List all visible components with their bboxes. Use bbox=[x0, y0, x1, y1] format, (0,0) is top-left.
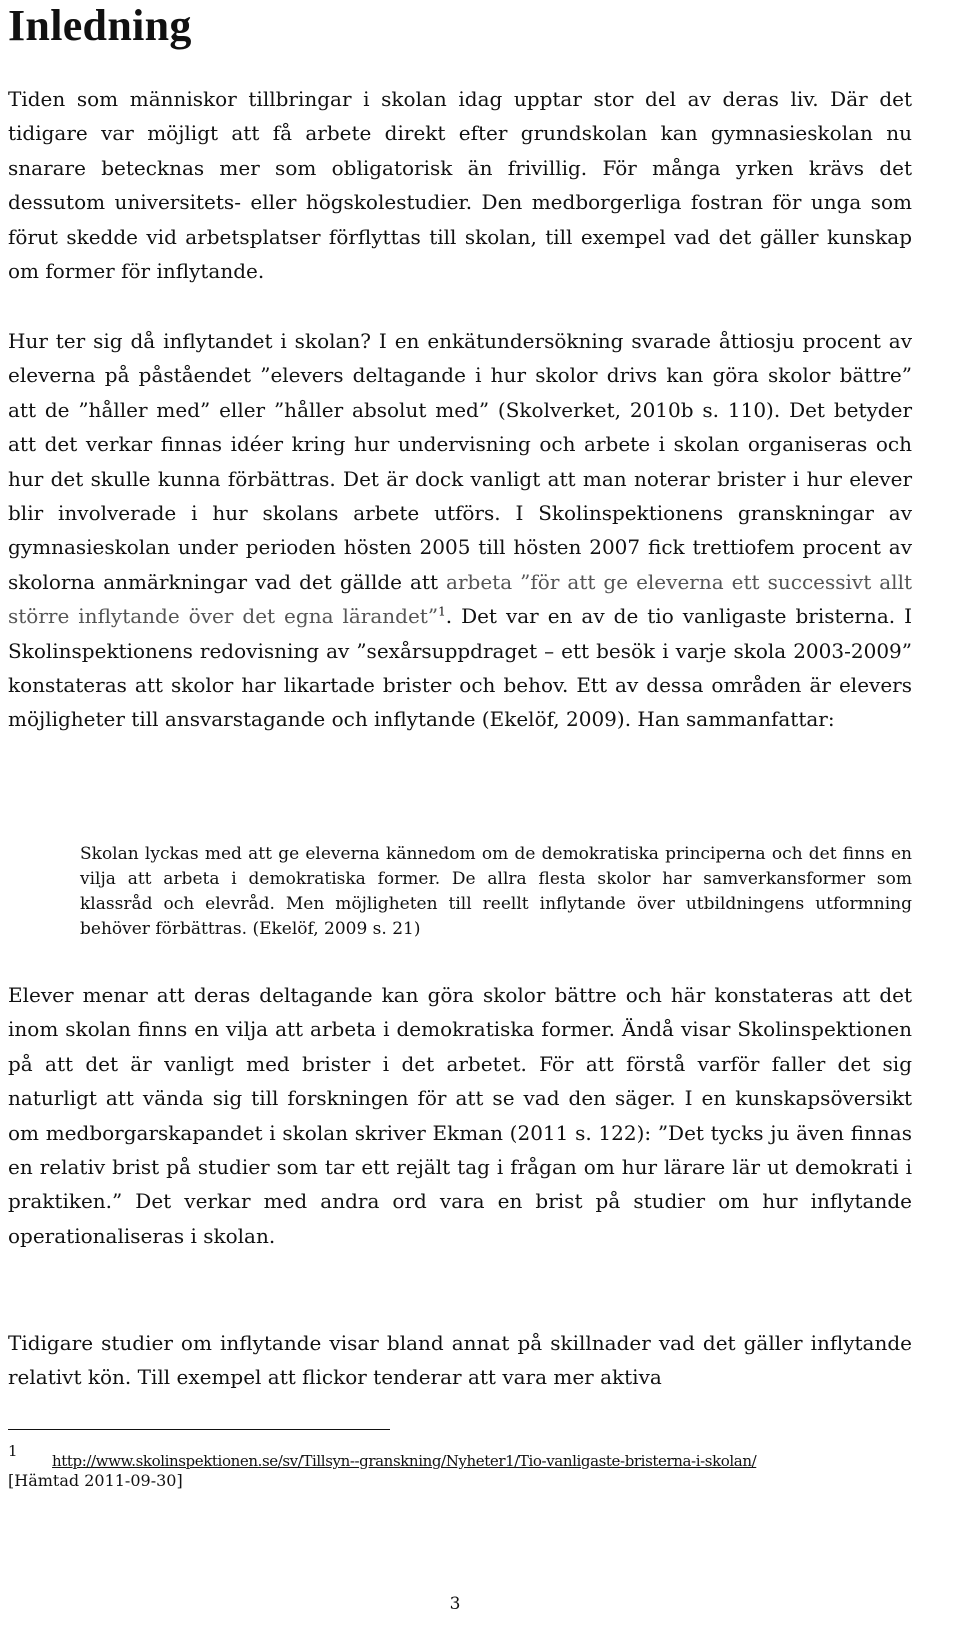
footnote bbox=[8, 1440, 912, 1492]
paragraph-intro: Tiden som människor tillbringar i skolan idag upptar stor del av deras liv. Där det tidigare var möjligt att få arbete direkt efter grundskolan kan gymnasieskolan nu snarare betecknas mer som obligatorisk än frivillig. För många yrken krävs det dessutom universitets- eller högskolestudier. Den medborgerliga fostran för unga som förut skedde vid arbetsplatser förflyttas till skolan, till exempel vad det gäller kunskap om former för inflytande. bbox=[8, 87, 912, 284]
footnote-link[interactable]: http://www.skolinspektionen.se/sv/Tillsyn--granskning/Nyheter1/Tio-vanligaste-bristerna-i-skolan/ bbox=[52, 1452, 757, 1470]
paragraph-research: Elever menar att deras deltagande kan göra skolor bättre och här konstateras att det inom skolan finns en vilja att arbeta i demokratiska former. Ändå visar Skolinspektionen på att det är vanligt med brister i det arbetet. För att förstå varför faller det sig naturligt att vända sig till forskningen för att se vad den säger. I en kunskapsöversikt om medborgarskapandet i skolan skriver Ekman (2011 s. 122): ”Det tycks ju även finnas en relativ brist på studier som tar ett rejält tag i frågan om hur lärare lär ut demokrati i praktiken.” Det verkar med andra ord vara en brist på studier om hur inflytande operationaliseras i skolan. bbox=[8, 983, 912, 1248]
paragraph-earlier-studies: Tidigare studier om inflytande visar bland annat på skillnader vad det gäller inflytande relativt kön. Till exempel att flickor tenderar att vara mer aktiva bbox=[8, 1331, 912, 1390]
paragraph-inflytande-text: Hur ter sig då inflytandet i skolan? I en enkätundersökning svarade åttiosju procent av eleverna på påståendet ”elevers deltagande i hur skolor drivs kan göra skolor bättre” att de ”håller med” eller ”håller absolut med” (Skolverket, 2010b s. 110). Det betyder att det verkar finnas idéer kring hur undervisning och arbete i skolan organiseras och hur det skulle kunna förbättras. Det är dock vanligt att man noterar brister i hur elever blir involverade i hur skolans arbete utförs. I Skolinspektionens granskningar av gymnasieskolan under perioden hösten 2005 till hösten 2007 fick trettiofem procent av skolorna anmärkningar vad det gällde att bbox=[8, 329, 912, 594]
block-quote: Skolan lyckas med att ge eleverna kännedom om de demokratiska principerna och det finns en vilja att arbeta i demokratiska former. De allra flesta skolor har samverkansformer som klassråd och elevråd. Men möjligheten till reellt inflytande över utbildningens utformning behöver förbättras. (Ekelöf, 2009 s. 21) bbox=[80, 844, 912, 939]
page-number: 3 bbox=[449, 1594, 461, 1614]
quoted-passage: arbeta ”för att ge eleverna ett successivt allt större inflytande över det egna lärandet” bbox=[8, 569, 913, 629]
footnote-number: 1 bbox=[8, 1442, 18, 1460]
footnote-divider bbox=[8, 1429, 390, 1430]
section-heading: Inledning bbox=[8, 1, 192, 50]
footnote-reference[interactable]: 1 bbox=[438, 604, 446, 619]
paragraph-inflytande bbox=[8, 324, 912, 737]
document-page bbox=[8, 0, 913, 1490]
footnote-retrieved-date: [Hämtad 2011-09-30] bbox=[8, 1471, 183, 1490]
paragraph-inflytande-continuation: . Det var en av de tio vanligaste bristerna. I Skolinspektionens redovisning av ”sexårsuppdraget – ett besök i varje skola 2003-2009” konstateras att skolor har likartade brister och behov. Ett av dessa områden är elevers möjligheter till ansvarstagande och inflytande (Ekelöf, 2009). Han sammanfattar: bbox=[8, 604, 912, 732]
